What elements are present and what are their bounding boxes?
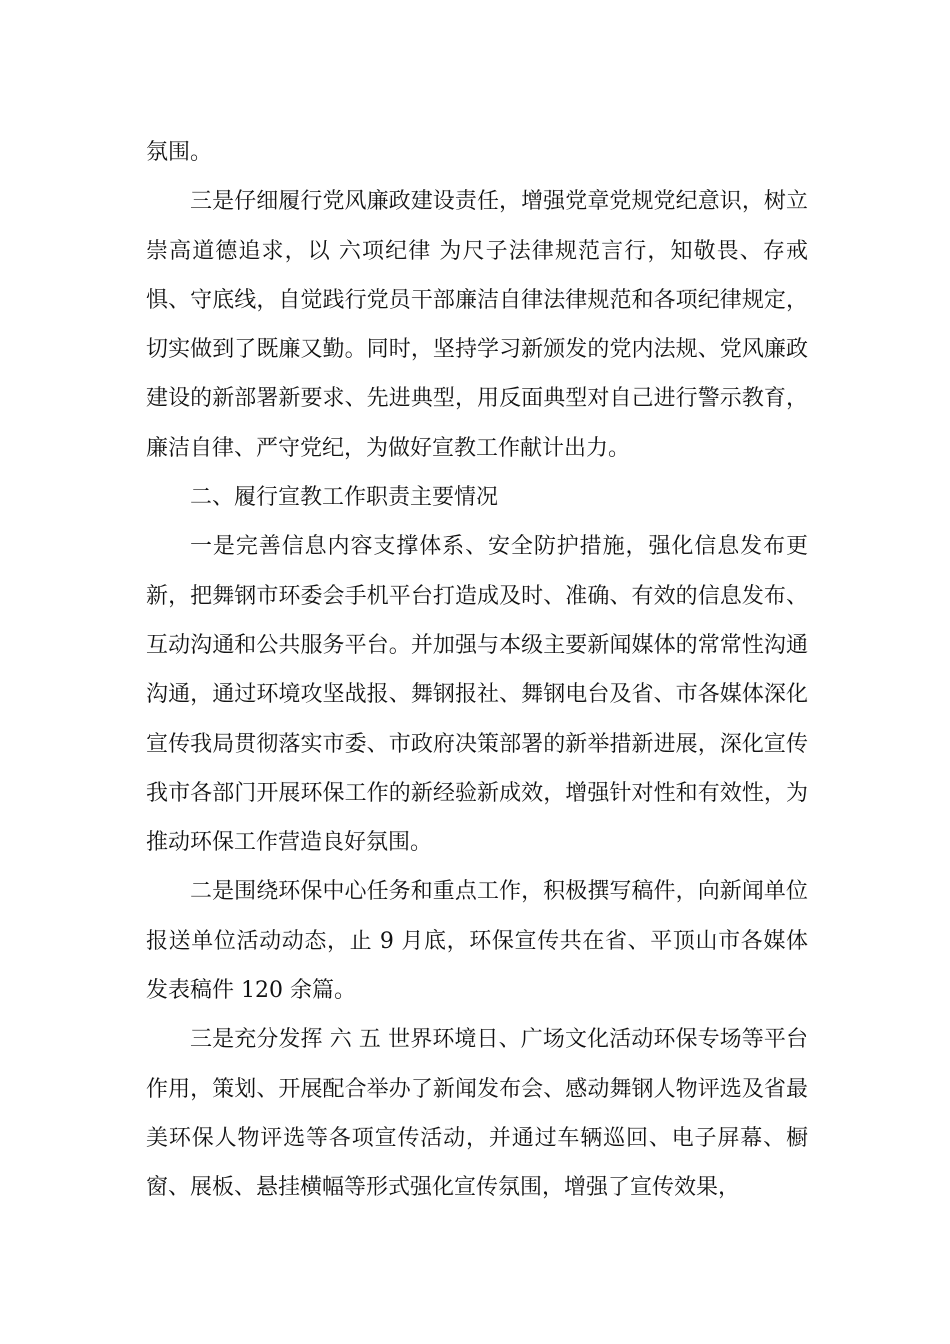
paragraph-publicity-activities: 三是充分发挥 六 五 世界环境日、广场文化活动环保专场等平台作用，策划、开展配合举办了新闻发布会、感动舞钢人物评选及省最美环保人物评选等各项宣传活动，并通过车辆巡回、电子屏幕、橱窗、展板、悬挂横幅等形式强化宣传氛围，增强了宣传效果， (146, 1027, 808, 1201)
paragraph-continuation: 氛围。 (146, 140, 213, 165)
document-body (146, 128, 808, 1213)
section-heading-duties: 二、履行宣教工作职责主要情况 (190, 485, 499, 511)
paragraph-party-discipline: 三是仔细履行党风廉政建设责任，增强党章党规党纪意识，树立崇高道德追求，以 六项纪律 为尺子法律规范言行，知敬畏、存戒惧、守底线，自觉践行党员干部廉洁自律法律规范和各项纪律规定，切实做到了既廉又勤。同时，坚持学习新颁发的党内法规、党风廉政建设的新部署新要求、先进典型，用反面典型对自己进行警示教育，廉洁自律、严守党纪，为做好宣教工作献计出力。 (146, 189, 808, 461)
paragraph-information-platform: 一是完善信息内容支撑体系、安全防护措施，强化信息发布更新，把舞钢市环委会手机平台打造成及时、准确、有效的信息发布、互动沟通和公共服务平台。并加强与本级主要新闻媒体的常常性沟通沟通，通过环境攻坚战报、舞钢报社、舞钢电台及省、市各媒体深化宣传我局贯彻落实市委、市政府决策部署的新举措新进展，深化宣传我市各部门开展环保工作的新经验新成效，增强针对性和有效性，为推动环保工作营造良好氛围。 (146, 534, 808, 856)
paragraph-news-submissions: 二是围绕环保中心任务和重点工作，积极撰写稿件，向新闻单位报送单位活动动态，止 9 月底，环保宣传共在省、平顶山市各媒体发表稿件 120 余篇。 (146, 879, 808, 1004)
